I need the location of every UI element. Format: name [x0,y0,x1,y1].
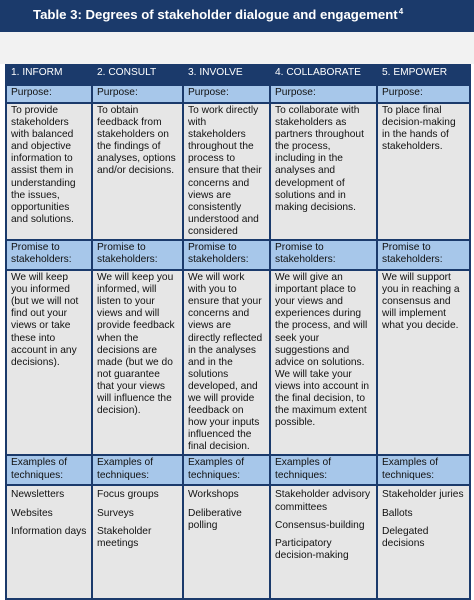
column-header: 4. COLLABORATE [270,65,377,85]
table-title: Table 3: Degrees of stakeholder dialogue and engagement [33,7,398,22]
title-footnote: 4 [398,7,404,16]
promise-label: Promise to stakeholders: [377,240,470,270]
techniques-label-row [6,455,470,485]
technique-item: Stakeholder advisory committees [275,489,371,513]
promise-text: We will keep you informed (but we will not find out your views or take these into account in any decisions). [6,270,92,455]
promise-label: Promise to stakeholders: [270,240,377,270]
promise-label: Promise to stakeholders: [6,240,92,270]
purpose-label: Purpose: [183,85,270,103]
technique-item: Information days [11,525,87,537]
engagement-table [5,64,471,600]
techniques-label: Examples of techniques: [183,455,270,485]
promise-text: We will work with you to ensure that your concerns and views are directly reflected in the analyses and in the solutions developed, and we will provide feedback on how your inputs influenced the final decision. [183,270,270,455]
purpose-label-row [6,85,470,103]
purpose-row [6,103,470,240]
technique-item: Stakeholder meetings [97,525,152,549]
promise-label-row [6,240,470,270]
technique-item: Delegated decisions [382,525,429,549]
techniques-cell [183,485,270,599]
technique-item: Participatory decision-making [275,537,349,561]
technique-item: Surveys [97,507,134,519]
purpose-text: To obtain feedback from stakeholders on the findings of analyses, options and/or decisions. [92,103,183,240]
techniques-cell [377,485,470,599]
techniques-label: Examples of techniques: [6,455,92,485]
column-header: 2. CONSULT [92,65,183,85]
promise-text: We will support you in reaching a consensus and will implement what you decide. [377,270,470,455]
techniques-cell [6,485,92,599]
techniques-cell [270,485,377,599]
promise-label: Promise to stakeholders: [183,240,270,270]
technique-item: Workshops [188,489,239,501]
column-header: 1. INFORM [6,65,92,85]
promise-text: We will give an important place to your views and experiences during the process, and will seek your suggestions and advice on solutions. We will take your views into account in the final decision, to the maximum extent possible. [270,270,377,455]
technique-item: Focus groups [97,489,159,501]
header-row [6,65,470,85]
table-title-bar [0,0,474,32]
column-header: 5. EMPOWER [377,65,470,85]
purpose-text: To place final decision-making in the hands of stakeholders. [377,103,470,240]
techniques-row [6,485,470,599]
promise-label: Promise to stakeholders: [92,240,183,270]
purpose-label: Purpose: [270,85,377,103]
purpose-label: Purpose: [377,85,470,103]
techniques-label: Examples of techniques: [92,455,183,485]
techniques-cell [92,485,183,599]
title-gap [0,32,474,64]
purpose-label: Purpose: [92,85,183,103]
technique-item: Deliberative polling [188,507,242,531]
techniques-label: Examples of techniques: [270,455,377,485]
purpose-text: To provide stakeholders with balanced and objective information to assist them in understanding the issues, opportunities and solutions. [6,103,92,240]
promise-text: We will keep you informed, will listen to your views and will provide feedback when the decisions are made (but we do not guarantee that your views will influence the decision). [92,270,183,455]
purpose-text: To collaborate with stakeholders as partners throughout the process, including in the analyses and development of solutions and in making decisions. [270,103,377,240]
techniques-label: Examples of techniques: [377,455,470,485]
purpose-text: To work directly with stakeholders throughout the process to ensure that their concerns and views are consistently understood and considered [183,103,270,240]
technique-item: Consensus-building [275,519,365,531]
purpose-label: Purpose: [6,85,92,103]
technique-item: Newsletters [11,489,65,501]
technique-item: Ballots [382,507,413,519]
technique-item: Stakeholder juries [382,489,464,501]
promise-row [6,270,470,455]
technique-item: Websites [11,507,53,519]
column-header: 3. INVOLVE [183,65,270,85]
